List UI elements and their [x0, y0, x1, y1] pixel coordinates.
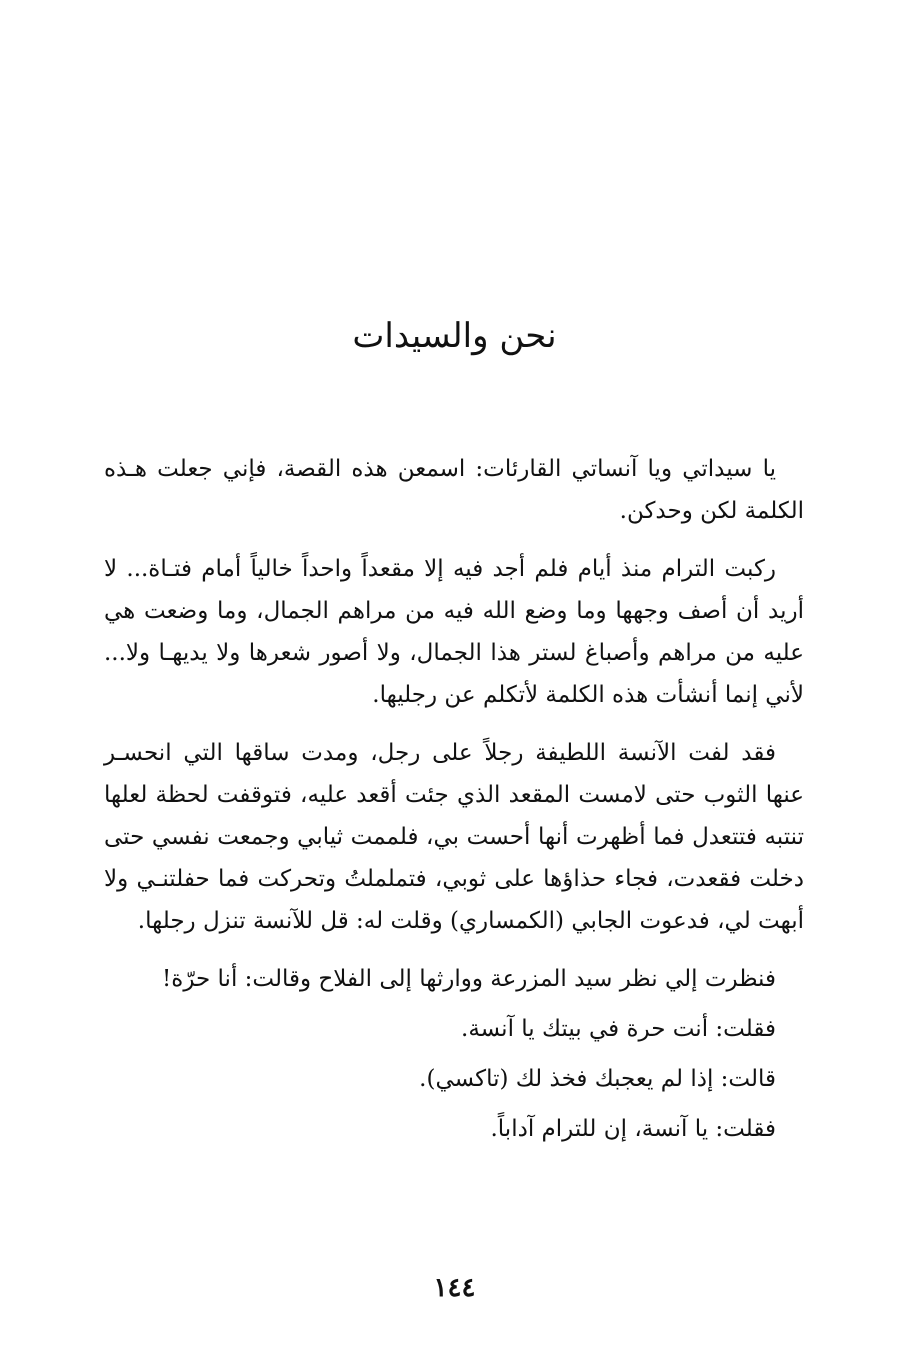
paragraph-1: يا سيداتي ويا آنساتي القارئات: اسمعن هذه القصة، فإني جعلت هـذه الكلمة لكن وحدكن.	[104, 456, 804, 524]
paragraph-2: ركبت الترام منذ أيام فلم أجد فيه إلا مقعداً واحداً خالياً أمام فتـاة... لا أريد أن أصف وجهها وما وضع الله فيه من مراهم الجمال، وما وضعت هي عليه من مراهم وأصباغ لستر هذا الجمال، ولا أصور شعرها ولا يديهـا ولا... لأني إنما أنشأت هذه الكلمة لأتكلم عن رجليها.	[104, 556, 804, 708]
body-text	[104, 448, 804, 1158]
page-number: ١٤٤	[433, 1273, 476, 1303]
dialog-line-4: فقلت: يا آنسة، إن للترام آداباً.	[490, 1116, 776, 1142]
paragraph-3: فقد لفت الآنسة اللطيفة رجلاً على رجل، ومدت ساقها التي انحسـر عنها الثوب حتى لامست المقعد الذي جئت أقعد عليه، فتوقفت لحظة لعلها تنتبه فتتعدل فما أظهرت أنها أحست بي، فلممت ثيابي وجمعت نفسي حتى دخلت فقعدت، فجاء حذاؤها على ثوبي، فتململتُ وتحركت فما حفلتنـي ولا أبهت لي، فدعوت الجابي (الكمساري) وقلت له: قل للآنسة تنزل رجلها.	[104, 740, 804, 934]
chapter-title: نحن والسيدات	[352, 316, 557, 356]
dialog-line-1: فنظرت إلي نظر سيد المزرعة ووارثها إلى الفلاح وقالت: أنا حرّة!	[162, 966, 776, 992]
dialog-line-2: فقلت: أنت حرة في بيتك يا آنسة.	[461, 1016, 776, 1042]
dialog-line-3: قالت: إذا لم يعجبك فخذ لك (تاكسي).	[419, 1066, 776, 1092]
